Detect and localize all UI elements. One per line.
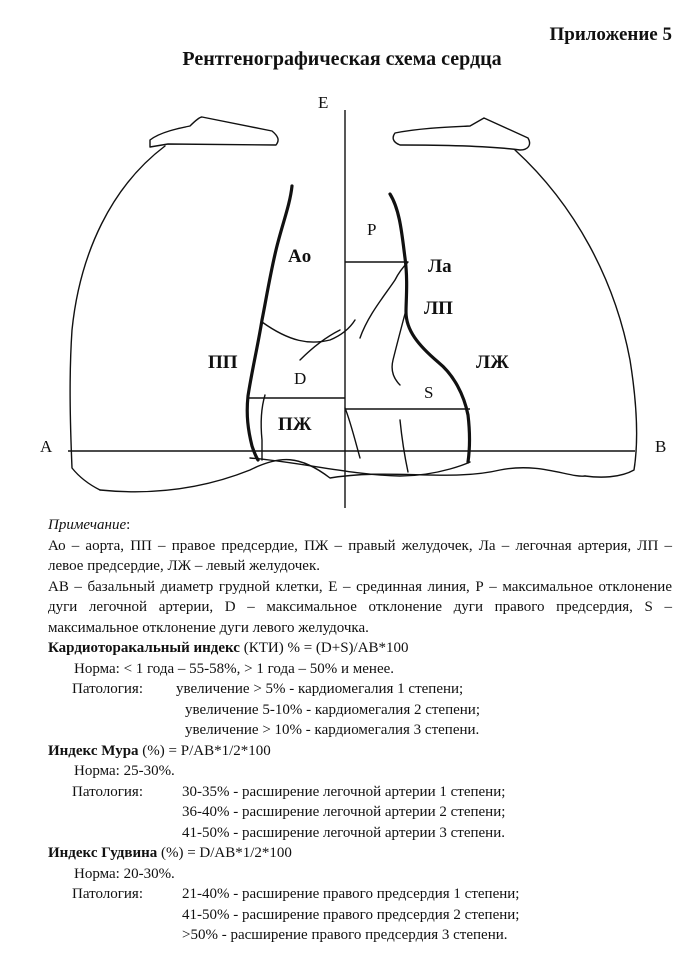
label-e: E <box>318 93 329 112</box>
goodwin-formula: Индекс Гудвина (%) = D/AB*1/2*100 <box>48 845 292 861</box>
right-atrium-border <box>262 320 355 342</box>
right-ventricle-inner <box>261 395 265 460</box>
appendix-number: Приложение 5 <box>549 24 672 45</box>
moore-formula: Индекс Мура (%) = P/AB*1/2*100 <box>48 742 271 759</box>
page-title: Рентгенографическая схема сердца <box>182 48 502 70</box>
moore-pathology-row-3: 41-50% - расширение легочной артерии 3 степени. <box>182 824 505 841</box>
heart-xray-diagram <box>0 88 684 513</box>
left-atrium-line <box>392 310 406 385</box>
left-clavicle <box>150 117 278 147</box>
goodwin-pathology-row-1: Патология: 21-40% - расширение правого предсердия 1 степени; <box>72 886 520 902</box>
label-lzh: ЛЖ <box>476 352 509 373</box>
thorax-left-wall <box>70 146 165 490</box>
kti-pathology-row-3: увеличение > 10% - кардиомегалия 3 степени. <box>185 722 480 738</box>
label-d: D <box>294 369 307 388</box>
thorax-right-wall <box>515 150 637 477</box>
inner-curve <box>300 330 340 360</box>
label-s: S <box>424 383 434 402</box>
right-clavicle <box>393 118 529 150</box>
label-la: Ла <box>428 256 452 277</box>
legend-measurements: АВ – базальный диаметр грудной клетки, Е – срединная линия, Р – максимальное отклонение дуги легочной артерии, D – максимальное отклонение дуги правого предсердия, S – максимальное отклонение дуги левого желудочка. <box>48 578 672 636</box>
diaphragm <box>100 460 585 492</box>
diaphragm-inner <box>250 458 470 476</box>
goodwin-pathology-row-2: 41-50% - расширение правого предсердия 2 степени; <box>182 906 520 923</box>
kti-pathology-row-2: увеличение 5-10% - кардиомегалия 2 степени; <box>185 701 480 718</box>
right-ventricle-lower <box>400 420 408 472</box>
kti-formula: Кардиоторакальный индекс (КТИ) % = (D+S)/AB*100 <box>48 640 409 656</box>
moore-pathology-row-1: Патология: 30-35% - расширение легочной артерии 1 степени; <box>72 783 506 800</box>
moore-norm: Норма: 25-30%. <box>74 763 175 779</box>
notes-section <box>48 515 672 946</box>
notes-heading: Примечание: <box>48 517 131 533</box>
label-pzh: ПЖ <box>278 414 312 435</box>
label-a: A <box>40 437 53 456</box>
kti-norm: Норма: < 1 года – 55-58%, > 1 года – 50% и менее. <box>74 660 395 677</box>
pulmonary-artery-line <box>360 262 408 338</box>
label-lp: ЛП <box>424 298 453 319</box>
goodwin-norm: Норма: 20-30%. <box>74 865 175 882</box>
label-pp: ПП <box>208 352 238 373</box>
label-b: B <box>655 437 667 456</box>
goodwin-pathology-row-3: >50% - расширение правого предсердия 3 степени. <box>182 927 508 943</box>
label-ao: Ao <box>288 246 312 267</box>
legend-chambers: Ао – аорта, ПП – правое предсердие, ПЖ – правый желудочек, Ла – легочная артерия, ЛП – левое предсердие, ЛЖ – левый желудочек. <box>48 537 672 574</box>
kti-pathology-row-1: Патология: увеличение > 5% - кардиомегалия 1 степени; <box>72 681 464 697</box>
moore-pathology-row-2: 36-40% - расширение легочной артерии 2 степени; <box>182 804 506 820</box>
label-p: P <box>367 220 377 239</box>
